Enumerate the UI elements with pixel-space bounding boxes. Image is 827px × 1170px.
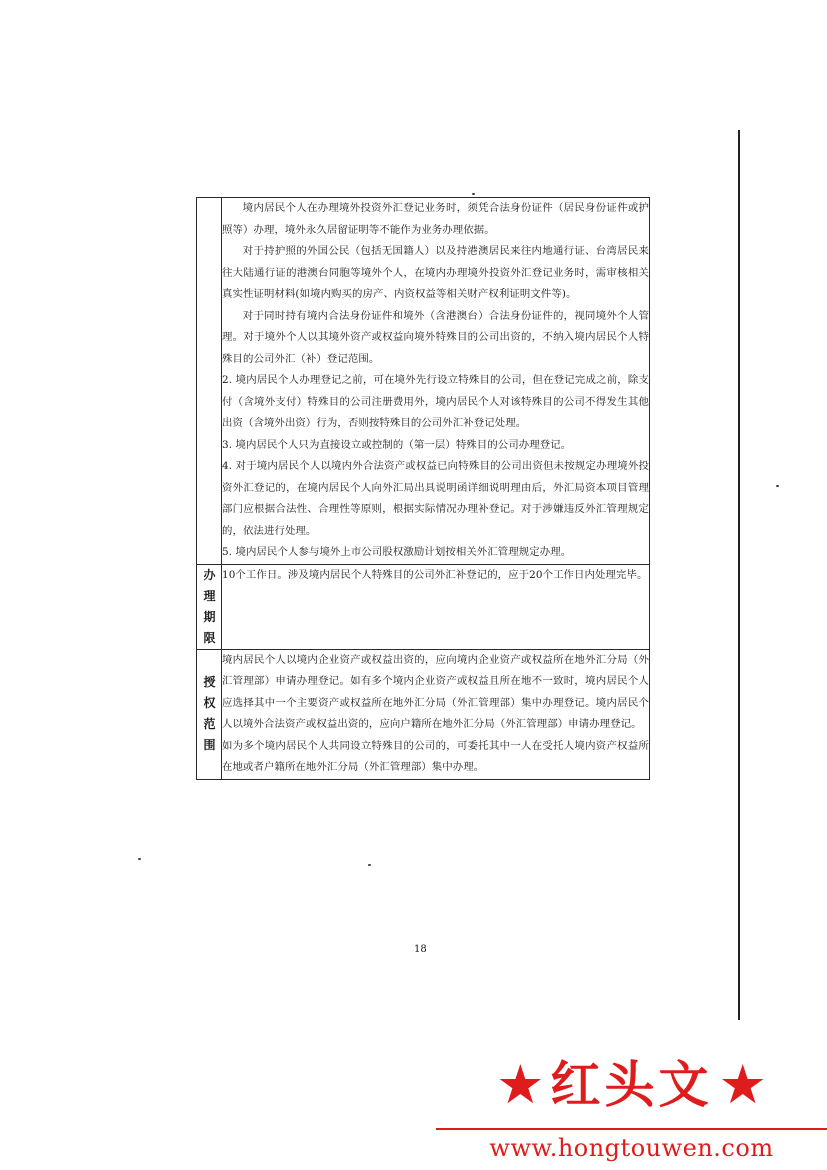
label-text: 办理期限 [203,567,217,645]
watermark-brand [436,1046,827,1124]
brand-underline [436,1128,827,1130]
paragraph: 境内居民个人以境内企业资产或权益出资的，应向境内企业资产或权益所在地外汇分局（外汇管理部）申请办理登记。如有多个境内企业资产或权益且所在地不一致时，境内居民个人应选择其中一个主要资产或权益所在地外汇分局（外汇管理部）集中办理登记。境内居民个人以境外合法资产或权益出资的，应向户籍所在地外汇分局（外汇管理部）申请办理登记。 [222,653,649,730]
paragraph: 对于同时持有境内合法身份证件和境外（含港澳台）合法身份证件的，视同境外个人管理。对于境外个人以其境外资产或权益向境外特殊目的公司出资的，不纳入境内居民个人特殊目的公司外汇（补）登记范围。 [222,309,649,365]
label-text: 授权范围 [203,675,217,752]
paragraph: 2. 境内居民个人办理登记之前，可在境外先行设立特殊目的公司，但在登记完成之前，除支付（含境外支付）特殊目的公司注册费用外，境内居民个人对该特殊目的公司不得发生其他出资（含境外出资）行为，否则按特殊目的公司外汇补登记处理。 [222,374,649,429]
star-icon: ★ [718,1053,767,1116]
row-label-scope [197,649,222,779]
paragraph: 10个工作日。涉及境内居民个人特殊目的公司外汇补登记的，应于20个工作日内处理完毕。 [222,568,648,581]
scan-speck [138,858,141,860]
row-label-empty [197,198,222,565]
watermark-url: www.hongtouwen.com [489,1134,774,1162]
table-row [197,564,650,649]
paragraph: 4. 对于境内居民个人以境内外合法资产或权益已向特殊目的公司出资但未按规定办理境外投资外汇登记的，在境内居民个人向外汇局出具说明函详细说明理由后，外汇局资本项目管理部门应根据合法性、合理性等原则，根据实际情况办理补登记。对于涉嫌违反外汇管理规定的，依法进行处理。 [222,460,649,537]
paragraph: 对于持护照的外国公民（包括无国籍人）以及持港澳居民来往内地通行证、台湾居民来往大陆通行证的港澳台同胞等境外个人，在境内办理境外投资外汇登记业务时，需审核相关真实性证明材料(如境内购买的房产、内资权益等相关财产权利证明文件等)。 [222,245,649,300]
period-cell [222,564,650,649]
table-row [197,198,650,565]
paragraph: 3. 境内居民个人只为直接设立或控制的（第一层）特殊目的公司办理登记。 [222,438,572,451]
page-number: 18 [414,944,427,955]
paragraph: 境内居民个人在办理境外投资外汇登记业务时，须凭合法身份证件（居民身份证件或护照等）办理，境外永久居留证明等不能作为业务办理依据。 [222,202,649,236]
star-icon: ★ [496,1053,545,1116]
paragraph: 如为多个境内居民个人共同设立特殊目的公司的，可委托其中一人在受托人境内资产权益所在地或者户籍所在地外汇分局（外汇管理部）集中办理。 [222,739,649,773]
scope-cell [222,649,650,779]
procedure-table [196,197,650,780]
scan-speck [368,864,371,866]
scan-margin-line [738,130,740,1020]
scan-speck [472,193,475,195]
paragraph: 5. 境内居民个人参与境外上市公司股权激励计划按相关外汇管理规定办理。 [222,546,572,558]
row-label-period [197,564,222,649]
brand-name: 红头文 [550,1055,713,1114]
table-row [197,649,650,779]
rules-cell [222,198,650,565]
watermark-footer [436,1046,827,1170]
scan-speck [776,485,779,487]
